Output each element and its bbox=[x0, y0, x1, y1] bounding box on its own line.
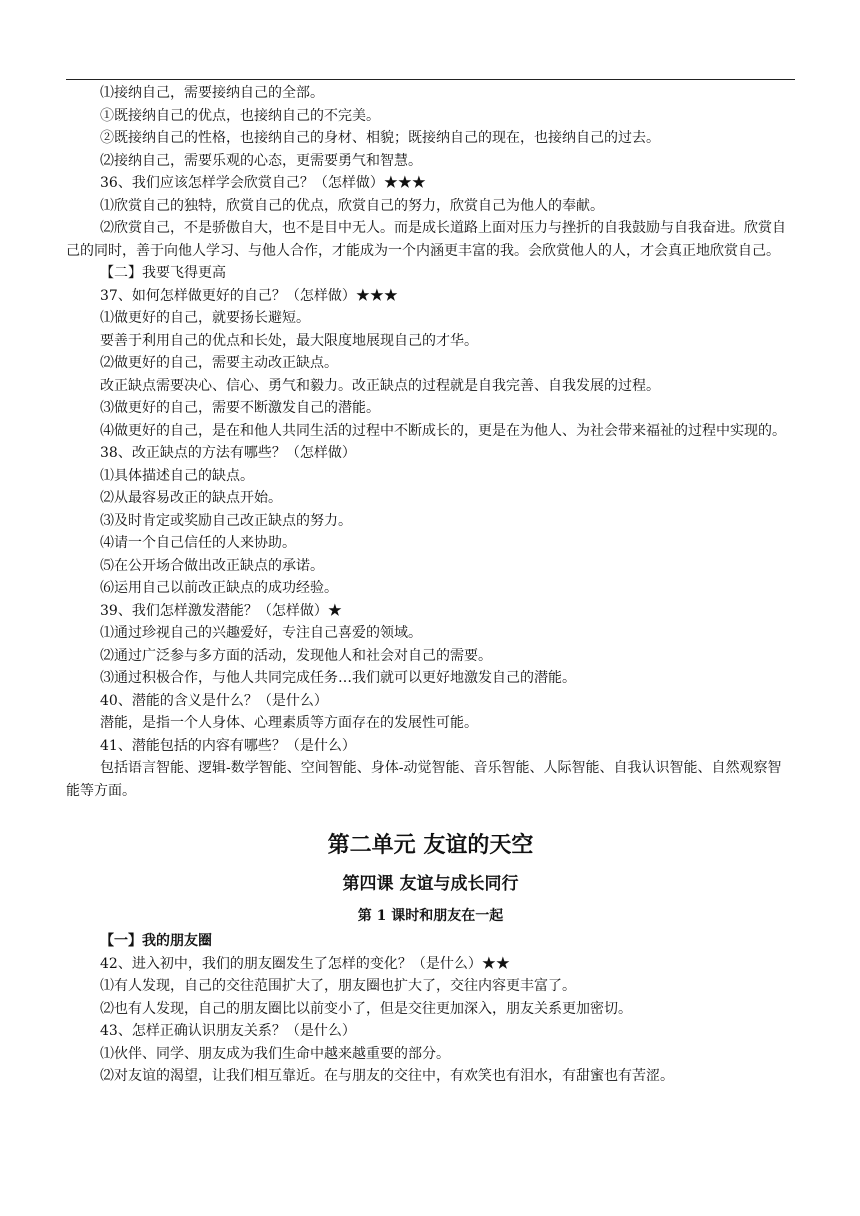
period-heading: 第 1 课时和朋友在一起 bbox=[357, 908, 504, 924]
paragraph: 改正缺点需要决心、信心、勇气和毅力。改正缺点的过程就是自我完善、自我发展的过程。 bbox=[100, 377, 660, 394]
paragraph: ⑸在公开场合做出改正缺点的承诺。 bbox=[100, 557, 324, 574]
paragraph: ⑵做更好的自己，需要主动改正缺点。 bbox=[100, 355, 338, 371]
paragraph: ⑴伙伴、同学、朋友成为我们生命中越来越重要的部分。 bbox=[100, 1045, 450, 1062]
paragraph: ⑴通过珍视自己的兴趣爱好，专注自己喜爱的领域。 bbox=[100, 625, 422, 641]
paragraph: 38、改正缺点的方法有哪些？（怎样做） bbox=[100, 445, 356, 461]
paragraph: ⑴具体描述自己的缺点。 bbox=[100, 467, 254, 484]
paragraph: ⑶及时肯定或奖励自己改正缺点的努力。 bbox=[100, 512, 352, 529]
paragraph: ⑴接纳自己，需要接纳自己的全部。 bbox=[100, 85, 324, 101]
paragraph: 包括语言智能、逻辑-数学智能、空间智能、身体-动觉智能、音乐智能、人际智能、自我认识智能、自然观察智能等方面。 bbox=[66, 760, 782, 799]
paragraph: 43、怎样正确认识朋友关系？（是什么） bbox=[100, 1023, 356, 1039]
unit-heading: 第二单元 友谊的天空 bbox=[327, 833, 534, 858]
document-page bbox=[66, 82, 795, 1088]
paragraph: ⑷做更好的自己，是在和他人共同生活的过程中不断成长的，更是在为他人、为社会带来福祉的过程中实现的。 bbox=[100, 422, 786, 439]
paragraph: ⑵也有人发现，自己的朋友圈比以前变小了，但是交往更加深入，朋友关系更加密切。 bbox=[100, 1000, 632, 1017]
lesson-heading: 第四课 友谊与成长同行 bbox=[342, 874, 519, 894]
paragraph: 潜能，是指一个人身体、心理素质等方面存在的发展性可能。 bbox=[100, 715, 478, 731]
paragraph: ②既接纳自己的性格，也接纳自己的身材、相貌；既接纳自己的现在，也接纳自己的过去。 bbox=[100, 130, 660, 146]
paragraph: ①既接纳自己的优点，也接纳自己的不完美。 bbox=[100, 107, 380, 124]
paragraph: ⑵通过广泛参与多方面的活动，发现他人和社会对自己的需要。 bbox=[100, 647, 492, 664]
paragraph: ⑵从最容易改正的缺点开始。 bbox=[100, 490, 282, 506]
paragraph: 37、如何怎样做更好的自己？（怎样做）★★★ bbox=[100, 287, 398, 304]
paragraph: ⑶通过积极合作，与他人共同完成任务…我们就可以更好地激发自己的潜能。 bbox=[100, 670, 576, 686]
paragraph: 39、我们怎样激发潜能？（怎样做）★ bbox=[100, 602, 342, 619]
paragraph: ⑹运用自己以前改正缺点的成功经验。 bbox=[100, 580, 338, 596]
section-heading: 【一】我的朋友圈 bbox=[100, 933, 212, 949]
header-rule bbox=[66, 79, 795, 80]
paragraph: 要善于利用自己的优点和长处，最大限度地展现自己的才华。 bbox=[100, 332, 478, 349]
paragraph: ⑶做更好的自己，需要不断激发自己的潜能。 bbox=[100, 400, 380, 416]
paragraph: ⑴有人发现，自己的交往范围扩大了，朋友圈也扩大了，交往内容更丰富了。 bbox=[100, 978, 576, 994]
paragraph: 36、我们应该怎样学会欣赏自己？（怎样做）★★★ bbox=[100, 175, 426, 191]
paragraph: ⑵欣赏自己，不是骄傲自大，也不是目中无人。而是成长道路上面对压力与挫折的自我鼓励与自我奋进。欣赏自己的同时，善于向他人学习、与他人合作，才能成为一个内涵更丰富的我。会欣赏他人的人，才会真正地欣赏自己。 bbox=[66, 220, 786, 259]
paragraph: ⑵接纳自己，需要乐观的心态，更需要勇气和智慧。 bbox=[100, 152, 422, 169]
paragraph: 【二】我要飞得更高 bbox=[100, 265, 226, 281]
paragraph: ⑴欣赏自己的独特，欣赏自己的优点，欣赏自己的努力，欣赏自己为他人的奉献。 bbox=[100, 197, 604, 214]
paragraph: 42、进入初中，我们的朋友圈发生了怎样的变化？（是什么）★★ bbox=[100, 955, 510, 972]
paragraph: ⑴做更好的自己，就要扬长避短。 bbox=[100, 310, 310, 326]
paragraph: 40、潜能的含义是什么？（是什么） bbox=[100, 692, 328, 709]
paragraph: ⑵对友谊的渴望，让我们相互靠近。在与朋友的交往中，有欢笑也有泪水，有甜蜜也有苦涩。 bbox=[100, 1068, 674, 1084]
paragraph: ⑷请一个自己信任的人来协助。 bbox=[100, 535, 296, 551]
paragraph: 41、潜能包括的内容有哪些？（是什么） bbox=[100, 737, 356, 754]
